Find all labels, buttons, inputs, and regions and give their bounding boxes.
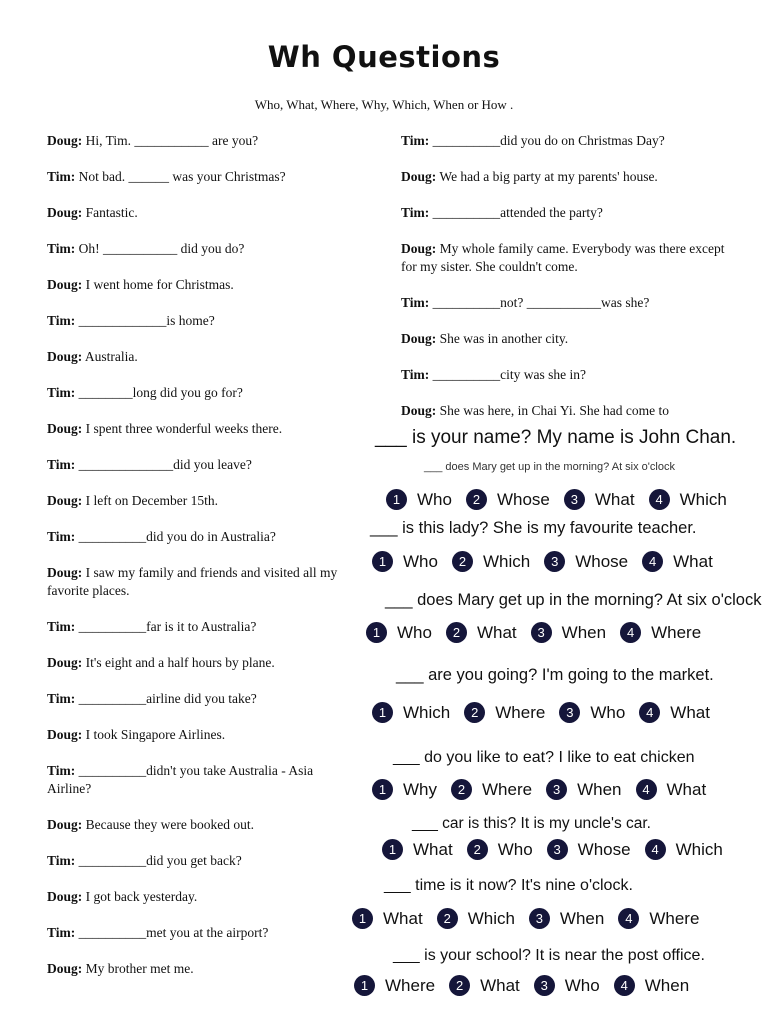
option-label: What	[673, 551, 713, 571]
dialogue-text: I saw my family and friends and visited all my favorite places.	[47, 565, 338, 598]
option-label: Where	[495, 702, 546, 722]
speaker-name: Tim:	[47, 925, 76, 940]
answer-option-2[interactable]	[466, 489, 550, 510]
speaker-name: Doug:	[47, 727, 83, 742]
speaker-name: Tim:	[47, 763, 76, 778]
number-circle-icon: 4	[645, 839, 666, 860]
dialogue-text: She was in another city.	[439, 331, 569, 346]
quiz-options	[382, 839, 737, 860]
dialogue-line	[47, 276, 357, 294]
option-label: When	[644, 975, 690, 995]
speaker-name: Tim:	[47, 691, 76, 706]
quiz-section	[0, 425, 768, 1024]
answer-option-3[interactable]	[546, 779, 621, 800]
option-label: Why	[403, 779, 437, 799]
option-label: Where	[482, 779, 533, 799]
answer-option-3[interactable]	[559, 702, 625, 723]
quiz-options	[372, 702, 724, 723]
answer-option-4[interactable]	[636, 779, 707, 800]
dialogue-text: __________not? ___________was she?	[432, 295, 650, 310]
quiz-question: ___ is your school? It is near the post office.	[393, 947, 705, 964]
speaker-name: Doug:	[47, 961, 83, 976]
option-label: What	[480, 975, 520, 995]
option-label: Where	[649, 908, 700, 928]
number-circle-icon: 2	[449, 975, 470, 996]
answer-option-3[interactable]	[564, 489, 635, 510]
answer-option-1[interactable]	[366, 622, 432, 643]
quiz-options	[372, 551, 727, 572]
dialogue-line	[401, 402, 741, 420]
dialogue-text: __________met you at the airport?	[78, 925, 269, 940]
quiz-question: ___ is your name? My name is John Chan.	[375, 427, 737, 448]
option-label: Where	[651, 622, 702, 642]
dialogue-line	[401, 240, 741, 276]
page-subtitle: Who, What, Where, Why, Which, When or How .	[254, 97, 514, 112]
dialogue-line	[47, 240, 357, 258]
number-circle-icon: 2	[451, 779, 472, 800]
option-label: What	[476, 622, 517, 642]
page-title: Wh Questions	[267, 40, 501, 74]
speaker-name: Doug:	[47, 421, 83, 436]
dialogue-text: Because they were booked out.	[85, 817, 254, 832]
number-circle-icon: 2	[464, 702, 485, 723]
answer-option-1[interactable]	[372, 702, 450, 723]
answer-option-1[interactable]	[372, 551, 438, 572]
option-label: What	[666, 779, 707, 799]
number-circle-icon: 1	[372, 551, 393, 572]
answer-option-4[interactable]	[649, 489, 727, 510]
dialogue-text: __________far is it to Australia?	[78, 619, 257, 634]
quiz-options	[372, 779, 720, 800]
answer-option-4[interactable]	[614, 975, 689, 996]
speaker-name: Tim:	[47, 529, 76, 544]
dialogue-text: __________city was she in?	[432, 367, 586, 382]
dialogue-text: __________did you do in Australia?	[78, 529, 276, 544]
speaker-name: Tim:	[401, 205, 430, 220]
speaker-name: Doug:	[47, 205, 83, 220]
dialogue-text: Oh! ___________ did you do?	[78, 241, 245, 256]
answer-option-2[interactable]	[437, 908, 515, 929]
number-circle-icon: 4	[620, 622, 641, 643]
dialogue-text: I took Singapore Airlines.	[85, 727, 226, 742]
speaker-name: Tim:	[401, 133, 430, 148]
speaker-name: Tim:	[47, 169, 76, 184]
option-label: Who	[403, 551, 438, 571]
dialogue-text: __________did you get back?	[78, 853, 242, 868]
option-label: Which	[467, 908, 515, 928]
dialogue-text: _____________is home?	[78, 313, 215, 328]
speaker-name: Tim:	[401, 367, 430, 382]
answer-option-3[interactable]	[547, 839, 631, 860]
option-label: What	[594, 489, 635, 509]
option-label: Who	[564, 975, 600, 995]
speaker-name: Tim:	[47, 241, 76, 256]
dialogue-text: ______________did you leave?	[78, 457, 252, 472]
dialogue-text: I spent three wonderful weeks there.	[85, 421, 283, 436]
answer-option-4[interactable]	[618, 908, 699, 929]
answer-option-1[interactable]	[352, 908, 423, 929]
option-label: Which	[482, 551, 531, 571]
number-circle-icon: 1	[372, 702, 393, 723]
option-label: Whose	[496, 489, 550, 509]
number-circle-icon: 4	[618, 908, 639, 929]
speaker-name: Tim:	[47, 457, 76, 472]
option-label: Who	[590, 702, 626, 722]
answer-option-1[interactable]	[354, 975, 435, 996]
dialogue-text: It's eight and a half hours by plane.	[85, 655, 275, 670]
answer-option-2[interactable]	[464, 702, 545, 723]
dialogue-text: __________airline did you take?	[78, 691, 257, 706]
option-label: When	[561, 622, 607, 642]
option-label: What	[670, 702, 710, 722]
number-circle-icon: 4	[614, 975, 635, 996]
number-circle-icon: 1	[386, 489, 407, 510]
number-circle-icon: 2	[452, 551, 473, 572]
dialogue-right-column	[401, 132, 741, 438]
option-label: Whose	[575, 551, 629, 571]
answer-option-4[interactable]	[642, 551, 713, 572]
dialogue-line	[401, 204, 741, 222]
speaker-name: Doug:	[47, 889, 83, 904]
option-label: What	[383, 908, 423, 928]
number-circle-icon: 3	[529, 908, 550, 929]
dialogue-text: __________did you do on Christmas Day?	[432, 133, 665, 148]
option-label: Which	[403, 702, 451, 722]
dialogue-line	[401, 168, 741, 186]
dialogue-text: I went home for Christmas.	[85, 277, 234, 292]
dialogue-text: My whole family came. Everybody was there except for my sister. She couldn't come.	[401, 241, 725, 274]
answer-option-3[interactable]	[531, 622, 606, 643]
number-circle-icon: 3	[534, 975, 555, 996]
dialogue-line	[47, 312, 357, 330]
answer-option-1[interactable]	[372, 779, 437, 800]
quiz-question: ___ are you going? I'm going to the market.	[396, 666, 714, 684]
speaker-name: Doug:	[47, 655, 83, 670]
dialogue-text: Australia.	[84, 349, 138, 364]
quiz-question: ___ does Mary get up in the morning? At six o'clock	[385, 591, 762, 609]
number-circle-icon: 3	[559, 702, 580, 723]
option-label: Where	[385, 975, 436, 995]
answer-option-2[interactable]	[467, 839, 533, 860]
speaker-name: Doug:	[401, 169, 437, 184]
speaker-name: Doug:	[47, 133, 83, 148]
option-label: Whose	[577, 839, 631, 859]
number-circle-icon: 4	[636, 779, 657, 800]
dialogue-line	[47, 384, 357, 402]
number-circle-icon: 3	[544, 551, 565, 572]
dialogue-text: She was here, in Chai Yi. She had come to	[439, 403, 669, 418]
speaker-name: Tim:	[47, 853, 76, 868]
option-label: When	[577, 779, 622, 799]
option-label: Which	[679, 489, 727, 509]
option-label: Which	[675, 839, 723, 859]
speaker-name: Doug:	[401, 241, 437, 256]
option-label: Who	[397, 622, 432, 642]
number-circle-icon: 2	[437, 908, 458, 929]
quiz-question: ___ time is it now? It's nine o'clock.	[384, 877, 633, 894]
dialogue-line	[47, 204, 357, 222]
quiz-subquestion: ___ does Mary get up in the morning? At six o'clock	[424, 461, 675, 473]
number-circle-icon: 2	[467, 839, 488, 860]
number-circle-icon: 3	[564, 489, 585, 510]
number-circle-icon: 2	[466, 489, 487, 510]
answer-option-1[interactable]	[386, 489, 452, 510]
number-circle-icon: 1	[352, 908, 373, 929]
answer-option-3[interactable]	[529, 908, 604, 929]
speaker-name: Doug:	[47, 817, 83, 832]
dialogue-text: I left on December 15th.	[85, 493, 218, 508]
dialogue-text: My brother met me.	[85, 961, 194, 976]
dialogue-line	[47, 348, 357, 366]
answer-option-3[interactable]	[544, 551, 628, 572]
option-label: What	[413, 839, 453, 859]
quiz-options	[366, 622, 715, 643]
option-label: Who	[417, 489, 452, 509]
number-circle-icon: 4	[639, 702, 660, 723]
answer-option-2[interactable]	[446, 622, 517, 643]
answer-option-3[interactable]	[534, 975, 600, 996]
number-circle-icon: 1	[372, 779, 393, 800]
quiz-options	[386, 489, 741, 510]
number-circle-icon: 3	[531, 622, 552, 643]
dialogue-line	[47, 168, 357, 186]
option-label: When	[559, 908, 605, 928]
dialogue-text: I got back yesterday.	[85, 889, 198, 904]
dialogue-line	[401, 294, 741, 312]
dialogue-line	[401, 366, 741, 384]
quiz-question: ___ is this lady? She is my favourite teacher.	[370, 519, 697, 537]
answer-option-4[interactable]	[639, 702, 710, 723]
answer-option-2[interactable]	[451, 779, 532, 800]
option-label: Who	[497, 839, 533, 859]
dialogue-text: __________attended the party?	[432, 205, 603, 220]
quiz-options	[354, 975, 703, 996]
dialogue-line	[47, 132, 357, 150]
quiz-question: ___ do you like to eat? I like to eat chicken	[393, 749, 695, 766]
answer-option-4[interactable]	[645, 839, 723, 860]
number-circle-icon: 1	[366, 622, 387, 643]
speaker-name: Tim:	[401, 295, 430, 310]
dialogue-text: Fantastic.	[85, 205, 138, 220]
quiz-question: ___ car is this? It is my uncle's car.	[412, 815, 651, 832]
dialogue-text: ________long did you go for?	[78, 385, 243, 400]
speaker-name: Doug:	[401, 331, 437, 346]
answer-option-2[interactable]	[449, 975, 520, 996]
dialogue-text: We had a big party at my parents' house.	[439, 169, 658, 184]
speaker-name: Doug:	[401, 403, 437, 418]
number-circle-icon: 2	[446, 622, 467, 643]
speaker-name: Doug:	[47, 493, 83, 508]
dialogue-line	[401, 330, 741, 348]
dialogue-text: __________didn't you take Australia - Asia Airline?	[47, 763, 314, 796]
speaker-name: Doug:	[47, 277, 83, 292]
number-circle-icon: 3	[546, 779, 567, 800]
number-circle-icon: 3	[547, 839, 568, 860]
speaker-name: Tim:	[47, 313, 76, 328]
dialogue-text: Not bad. ______ was your Christmas?	[78, 169, 286, 184]
answer-option-4[interactable]	[620, 622, 701, 643]
number-circle-icon: 1	[354, 975, 375, 996]
speaker-name: Doug:	[47, 565, 83, 580]
dialogue-line	[401, 132, 741, 150]
answer-option-2[interactable]	[452, 551, 530, 572]
speaker-name: Tim:	[47, 385, 76, 400]
quiz-options	[352, 908, 713, 929]
answer-option-1[interactable]	[382, 839, 453, 860]
number-circle-icon: 1	[382, 839, 403, 860]
number-circle-icon: 4	[649, 489, 670, 510]
speaker-name: Tim:	[47, 619, 76, 634]
dialogue-text: Hi, Tim. ___________ are you?	[85, 133, 259, 148]
speaker-name: Doug:	[47, 349, 83, 364]
number-circle-icon: 4	[642, 551, 663, 572]
